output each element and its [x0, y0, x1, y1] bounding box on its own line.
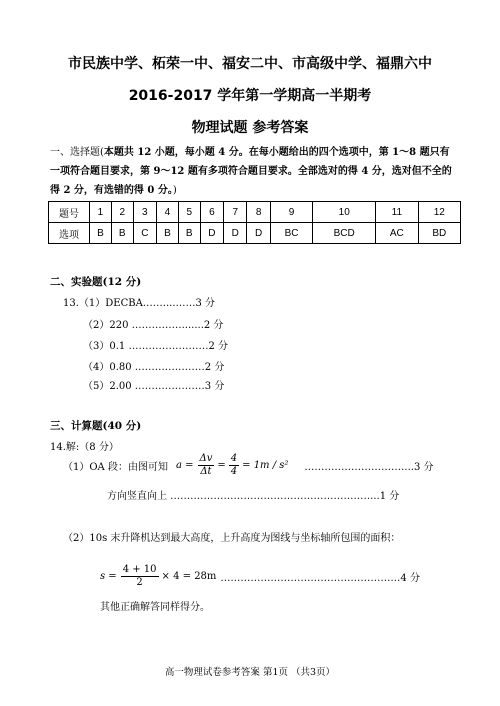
- part1-score: …………………………...3 分: [304, 462, 434, 473]
- question-number: 10: [313, 202, 376, 223]
- section1-instructions: [50, 143, 455, 200]
- experiment-answer-5: （5）2.00 …………………3 分: [83, 381, 225, 392]
- question-number: 8: [247, 202, 270, 223]
- table-row-numbers: [49, 202, 461, 223]
- question-number: 4: [157, 202, 179, 223]
- school-list-title: 市民族中学、柘荣一中、福安二中、市高级中学、福鼎六中: [68, 56, 432, 72]
- question-number: 1: [90, 202, 112, 223]
- fraction-denominator: 2: [136, 577, 143, 588]
- fraction-4-over-4: [229, 453, 239, 478]
- row-label-answer: 选项: [49, 223, 90, 244]
- answer-cell: BC: [270, 223, 312, 244]
- row-label-number: 题号: [49, 202, 90, 223]
- answer-cell: BD: [418, 223, 460, 244]
- formula-rhs: × 4 = 28m: [161, 571, 217, 582]
- answer-table: [48, 201, 461, 244]
- question-number: 9: [270, 202, 312, 223]
- formula-rhs: = 1m / s²: [242, 460, 289, 471]
- answer-cell: B: [111, 223, 133, 244]
- question-number: 6: [200, 202, 223, 223]
- experiment-answer-1: 13.（1）DECBA……....……3 分: [63, 298, 216, 309]
- exam-term-title: 2016-2017 学年第一学期高一半期考: [128, 88, 372, 104]
- section3-heading: 三、计算题(40 分): [50, 420, 142, 432]
- question-number: 2: [111, 202, 133, 223]
- answer-cell: C: [133, 223, 156, 244]
- fraction-dv-dt: [198, 453, 215, 478]
- question-number: 3: [133, 202, 156, 223]
- part2-formula-line: [100, 564, 420, 589]
- answer-cell: AC: [376, 223, 418, 244]
- question-number: 11: [376, 202, 418, 223]
- answer-cell: B: [178, 223, 200, 244]
- answer-cell: BCD: [313, 223, 376, 244]
- fraction-numerator: 4 + 10: [122, 564, 157, 575]
- fraction-trapezoid: [121, 564, 159, 589]
- question-14-label: 14.解:（8 分）: [50, 442, 119, 453]
- section2-heading: 二、实验题(12 分): [50, 276, 142, 288]
- part1-formula-line: （1）OA 段：由图可知 a = $\frac{\Delta v}{\Delta t}$ = $\frac{4}{4}$ = 1m / s² …………………………...3 分: [63, 453, 434, 477]
- fraction-denominator: Δt: [200, 466, 212, 477]
- section1-bold-text: 本题共 12 小题，每小题 4 分。在每小题给出的四个选项中，第 1～8 题只有一项符合题目要求，第 9～12 题有多项符合题目要求。全部选对的得 4 分，选对但不全的得 2 分，有选错的得 0 分。: [50, 147, 452, 196]
- formula-lhs: s =: [100, 571, 117, 582]
- question-number: 12: [418, 202, 460, 223]
- section1-prefix: 一、选择题(: [50, 147, 104, 158]
- answer-cell: B: [90, 223, 112, 244]
- part2-text: （2）10s 末升降机达到最大高度，上升高度为图线与坐标轴所包围的面积：: [63, 533, 401, 544]
- question-number: 5: [178, 202, 200, 223]
- answer-cell: D: [247, 223, 270, 244]
- experiment-answer-4: （4）0.80 …………………2 分: [83, 362, 225, 373]
- part2-score: ………………………………………………4 分: [220, 573, 420, 584]
- subject-title: 物理试题 参考答案: [191, 120, 309, 136]
- section1-suffix: ): [172, 185, 177, 196]
- fraction-denominator: 4: [230, 466, 238, 477]
- formula-lhs: a =: [175, 460, 194, 471]
- part1-prefix: （1）OA 段：由图可知: [63, 462, 168, 473]
- question-number: 7: [224, 202, 247, 223]
- page-footer: 高一物理试卷参考答案 第1页 （共3页）: [164, 667, 336, 678]
- alternate-solution-note: 其他正确解答同样得分。: [100, 602, 210, 613]
- fraction-numerator: 4: [230, 453, 238, 464]
- fraction-numerator: Δv: [199, 453, 213, 464]
- answer-cell: B: [157, 223, 179, 244]
- answer-cell: D: [200, 223, 223, 244]
- answer-cell: D: [224, 223, 247, 244]
- experiment-answer-2: （2）220 …………….......2 分: [83, 320, 224, 331]
- experiment-answer-3: （3）0.1 ……………………2 分: [83, 341, 228, 352]
- part1-direction: 方向竖直向上 ……………………………………………………...1 分: [107, 491, 400, 502]
- table-row-answers: [49, 223, 461, 244]
